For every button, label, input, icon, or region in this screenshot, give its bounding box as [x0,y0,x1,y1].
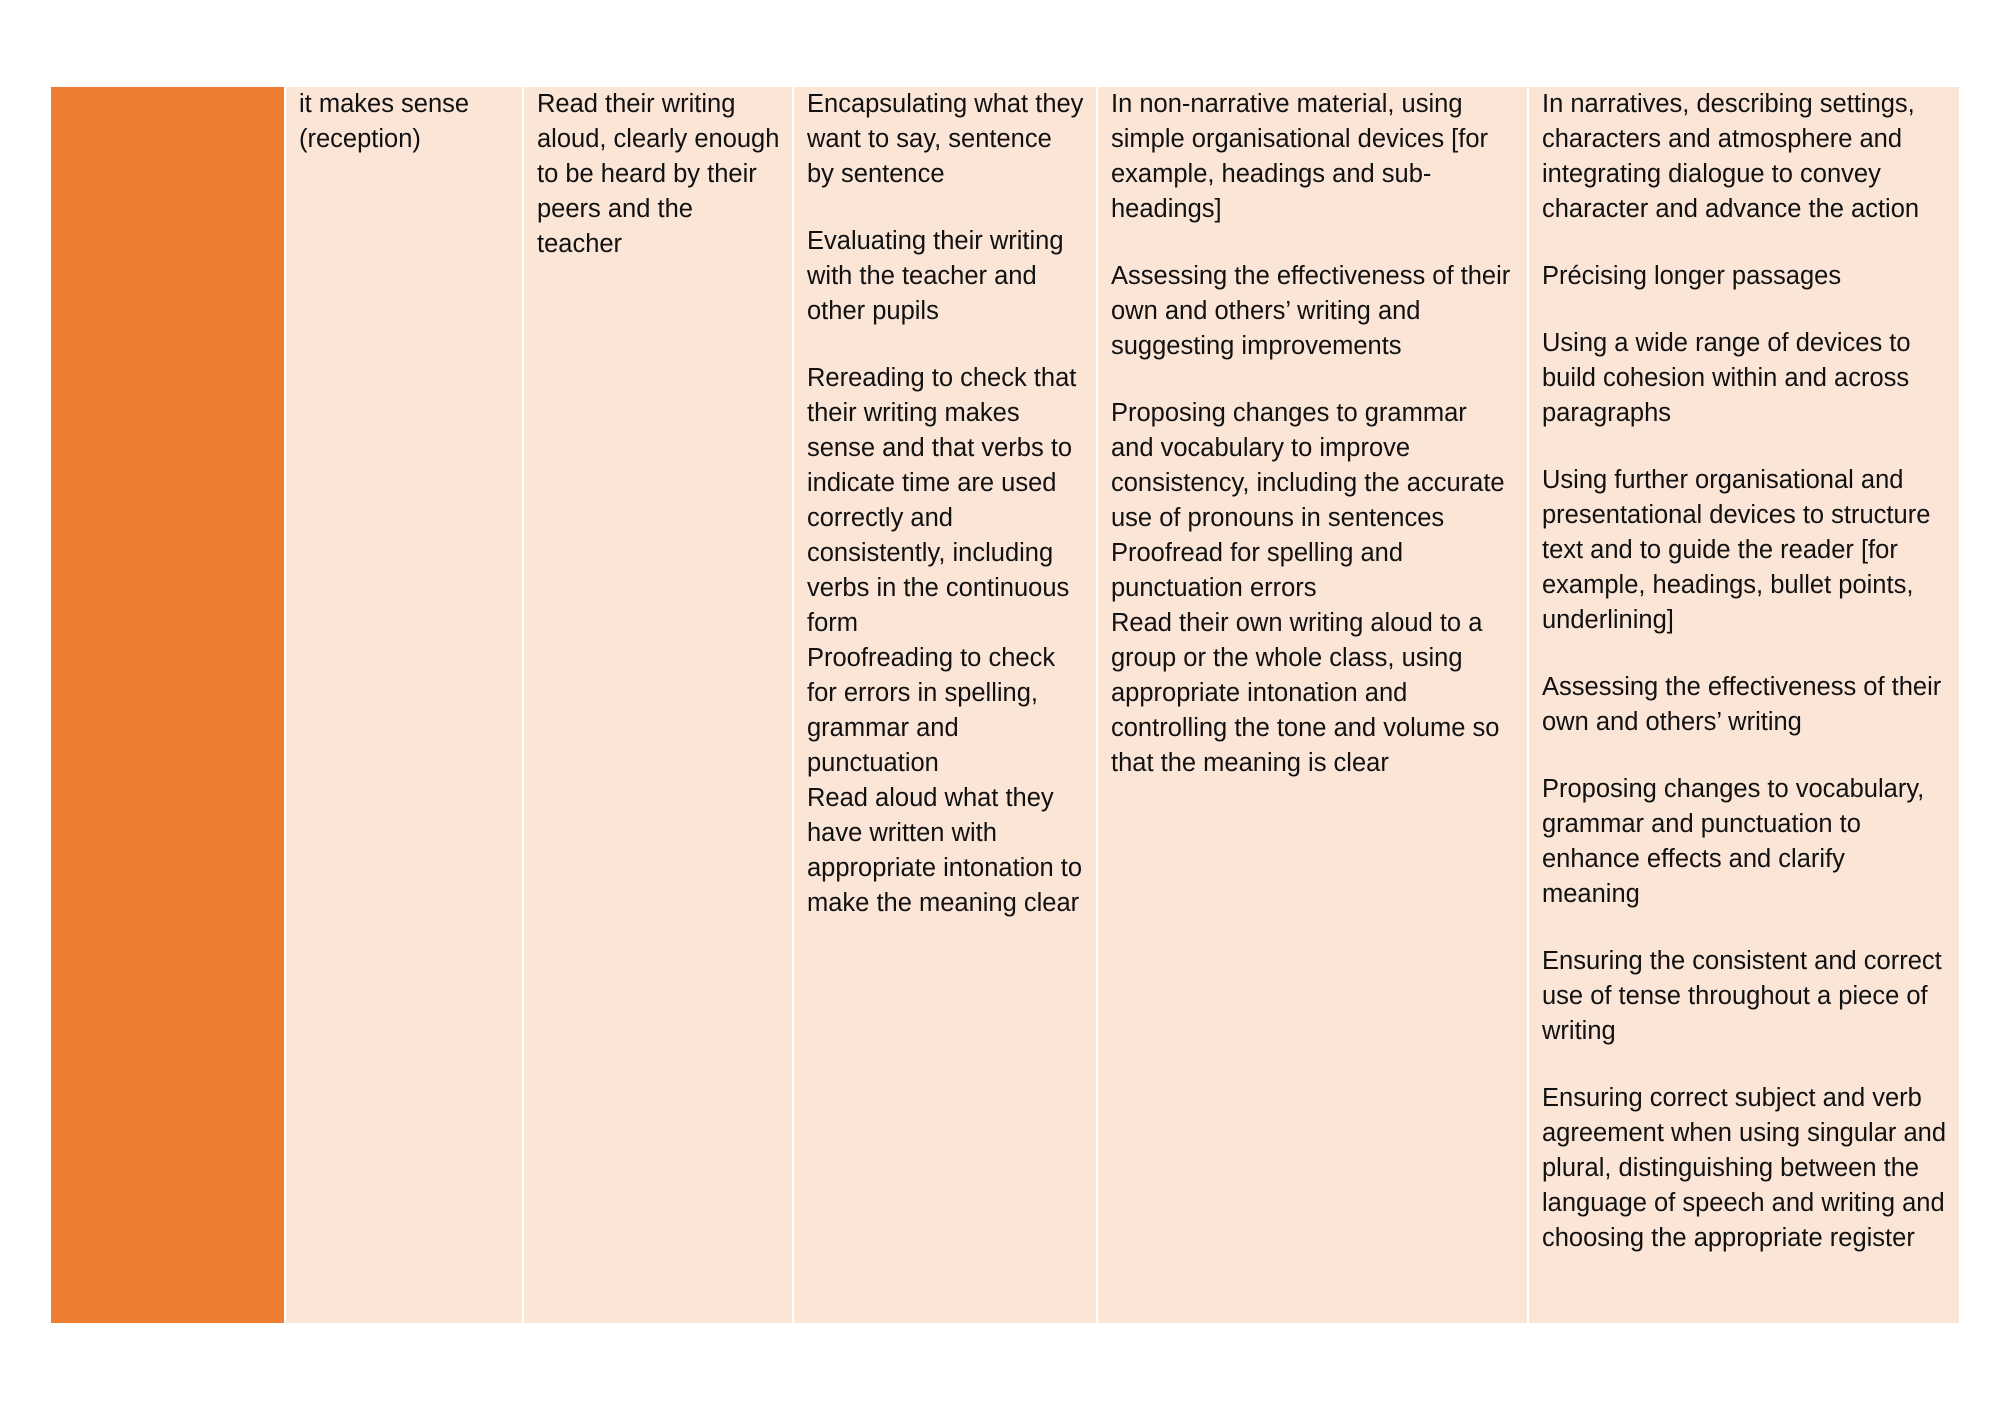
cell-text: Proposing changes to vocabulary, grammar and punctuation to enhance effects and clarify meaning [1542,775,1925,908]
cell-text: Précising longer passages [1542,262,1842,290]
cell-text: Proposing changes to grammar and vocabulary to improve consistency, including the accurate use of pronouns in sentences [1111,399,1505,532]
cell-column-3 [794,87,1098,1323]
curriculum-table [51,87,1959,1323]
cell-text: Read their own writing aloud to a group or the whole class, using appropriate intonation and controlling the tone and volume so that the meaning is clear [1111,609,1500,777]
cell-text: it makes sense (reception) [299,90,470,153]
cell-text: In non-narrative material, using simple organisational devices [for example, headings and sub-headings] [1111,90,1489,223]
cell-text: Assessing the effectiveness of their own and others’ writing and suggesting improvements [1111,262,1511,360]
cell-text: Ensuring correct subject and verb agreement when using singular and plural, distinguishing between the language of speech and writing and choosing the appropriate register [1542,1084,1947,1252]
cell-text: Evaluating their writing with the teacher and other pupils [807,227,1064,325]
cell-column-4 [1098,87,1529,1323]
cell-column-1 [286,87,524,1323]
cell-text: Rereading to check that their writing makes sense and that verbs to indicate time are used correctly and consistently, including verbs in the continuous form [807,364,1077,637]
cell-column-5 [1529,87,1959,1323]
cell-text: Using further organisational and presentational devices to structure text and to guide the reader [for example, headings, bullet points, underlining] [1542,466,1931,634]
cell-text: Proofread for spelling and punctuation errors [1111,539,1404,602]
cell-text: Assessing the effectiveness of their own and others’ writing [1542,673,1942,736]
cell-text: Ensuring the consistent and correct use of tense throughout a piece of writing [1542,947,1942,1045]
cell-text: Encapsulating what they want to say, sentence by sentence [807,90,1084,188]
row-header-cell [51,87,286,1323]
cell-text: Read aloud what they have written with appropriate intonation to make the meaning clear [807,784,1083,917]
cell-text: In narratives, describing settings, characters and atmosphere and integrating dialogue to convey character and advance the action [1542,90,1920,223]
cell-text: Read their writing aloud, clearly enough to be heard by their peers and the teacher [537,90,780,258]
cell-text: Using a wide range of devices to build cohesion within and across paragraphs [1542,329,1911,427]
cell-text: Proofreading to check for errors in spelling, grammar and punctuation [807,644,1056,777]
cell-column-2 [524,87,794,1323]
